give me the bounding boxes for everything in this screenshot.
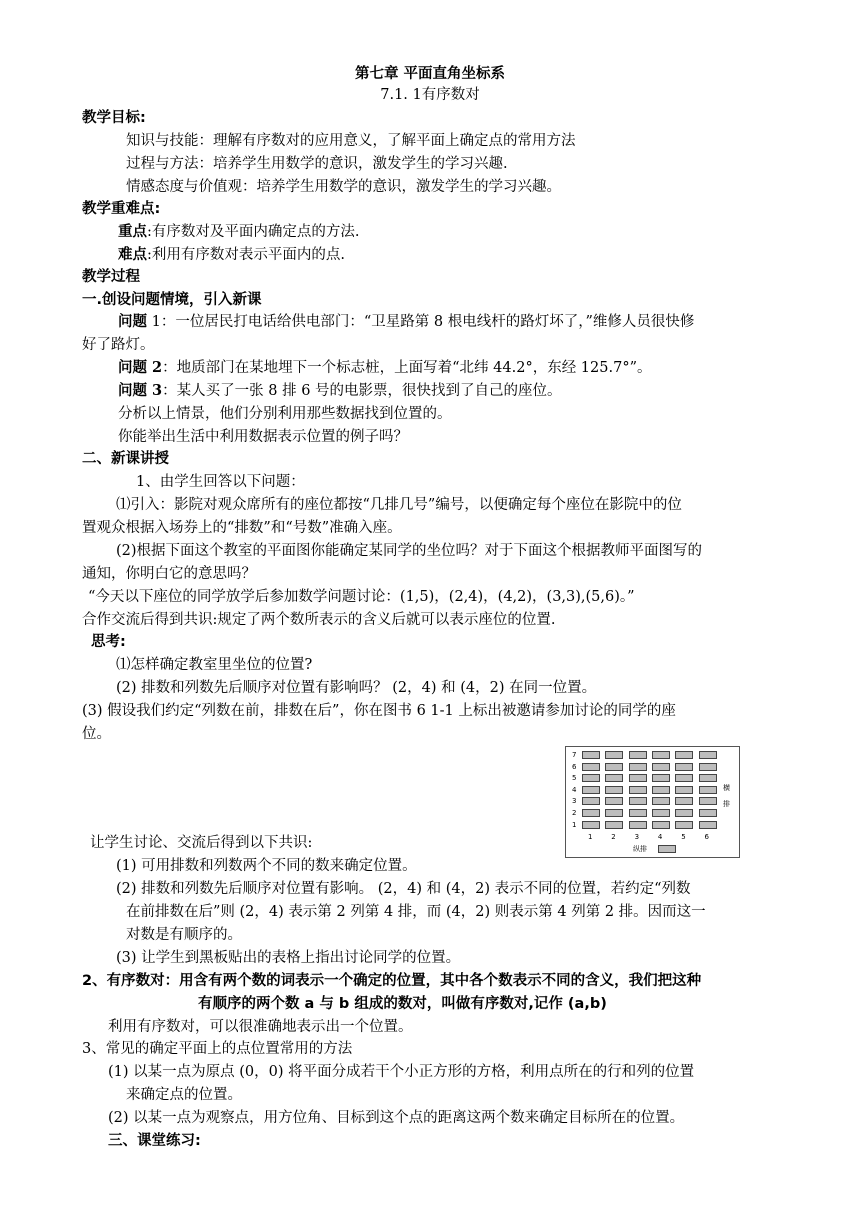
key-point bbox=[118, 222, 360, 242]
column-number: 4 bbox=[657, 833, 663, 841]
objective-item: 知识与技能：理解有序数对的应用意义，了解平面上确定点的常用方法 bbox=[126, 133, 576, 149]
column-number: 2 bbox=[611, 833, 616, 841]
seat bbox=[699, 821, 717, 829]
think-heading: 思考: bbox=[91, 634, 126, 650]
seat bbox=[582, 797, 600, 805]
seat bbox=[582, 763, 600, 771]
paragraph: ⑴引入：影院对观众席所有的座位都按“几排几号”编号，以便确定每个座位在影院中的位 bbox=[116, 497, 682, 513]
conclusion-item: (3) 让学生到黑板贴出的表格上指出讨论同学的位置。 bbox=[116, 950, 461, 966]
seat bbox=[629, 751, 647, 759]
classroom-seating-diagram bbox=[565, 746, 740, 858]
seat bbox=[605, 786, 623, 794]
definition-use: 利用有序数对，可以很准确地表示出一个位置。 bbox=[108, 1019, 413, 1035]
seat bbox=[675, 786, 693, 794]
conclusion-item-cont: 对数是有顺序的。 bbox=[126, 927, 242, 943]
method-item: (1) 以某一点为原点 (0，0) 将平面分成若干个小正方形的方格，利用点所在的行和列的位置 bbox=[108, 1064, 695, 1080]
seat bbox=[629, 809, 647, 817]
seat bbox=[629, 821, 647, 829]
section-title: 7.1. 1有序数对 bbox=[380, 87, 480, 103]
seat bbox=[652, 809, 670, 817]
seat bbox=[652, 774, 670, 782]
methods-heading: 3、常见的确定平面上的点位置常用的方法 bbox=[82, 1041, 353, 1057]
row-number: 1 bbox=[572, 820, 577, 829]
seat bbox=[605, 763, 623, 771]
seat bbox=[699, 774, 717, 782]
seat bbox=[582, 809, 600, 817]
difficult-text: :利用有序数对表示平面内的点. bbox=[147, 247, 345, 263]
think-item: (2) 排数和列数先后顺序对位置有影响吗？ (2，4) 和 (4，2) 在同一位置。 bbox=[116, 680, 597, 696]
seat bbox=[582, 751, 600, 759]
key-label: 重点 bbox=[118, 223, 147, 240]
question-2 bbox=[118, 358, 651, 378]
seat bbox=[699, 797, 717, 805]
seat bbox=[605, 821, 623, 829]
objective-item: 情感态度与价值观：培养学生用数学的意识，激发学生的学习兴趣。 bbox=[126, 179, 561, 195]
examples-text: 你能举出生活中利用数据表示位置的例子吗？ bbox=[118, 429, 408, 445]
chapter-title: 第七章 平面直角坐标系 bbox=[354, 66, 506, 82]
part1-heading: 一.创设问题情境，引入新课 bbox=[82, 292, 262, 308]
question-1-cont: 好了路灯。 bbox=[82, 337, 155, 353]
seat bbox=[699, 809, 717, 817]
paragraph: 通知，你明白它的意思吗？ bbox=[82, 566, 256, 582]
key-points-heading: 教学重难点: bbox=[82, 201, 161, 217]
seat bbox=[652, 786, 670, 794]
seat bbox=[652, 751, 670, 759]
seat bbox=[675, 774, 693, 782]
seat bbox=[675, 751, 693, 759]
q1-label: 问题 bbox=[118, 313, 147, 330]
part2-intro: 1、由学生回答以下问题： bbox=[136, 474, 305, 490]
part3-heading: 三、课堂练习: bbox=[108, 1133, 201, 1149]
row-number: 7 bbox=[572, 751, 577, 759]
key-text: :有序数对及平面内确定点的方法. bbox=[147, 224, 360, 240]
seat bbox=[652, 821, 670, 829]
seat bbox=[605, 774, 623, 782]
question-1 bbox=[118, 312, 694, 332]
seat bbox=[629, 797, 647, 805]
seat bbox=[675, 797, 693, 805]
paragraph: (2)根据下面这个教室的平面图你能确定某同学的坐位吗？对于下面这个根据教师平面图写的 bbox=[116, 543, 703, 559]
seat bbox=[582, 774, 600, 782]
discuss-text: 让学生讨论、交流后得到以下共识: bbox=[90, 835, 313, 851]
column-number: 5 bbox=[681, 833, 686, 841]
seat bbox=[629, 786, 647, 794]
side-label: 排 bbox=[723, 800, 730, 808]
seat bbox=[699, 763, 717, 771]
method-item: (2) 以某一点为观察点，用方位角、目标到这个点的距离这两个数来确定目标所在的位置。 bbox=[108, 1110, 685, 1126]
q3-text: ：某人买了一张 8 排 6 号的电影票，很快找到了自己的座位。 bbox=[162, 383, 562, 399]
definition-text: 2、有序数对：用含有两个数的词表示一个确定的位置，其中各个数表示不同的含义，我们把这种 bbox=[82, 973, 702, 989]
column-number: 3 bbox=[634, 833, 640, 841]
q3-label: 问题 3 bbox=[118, 382, 163, 399]
column-number: 1 bbox=[588, 833, 593, 841]
seat bbox=[582, 786, 600, 794]
legend-seat bbox=[658, 845, 676, 853]
notice-text: “今天以下座位的同学放学后参加数学问题讨论：(1,5)，(2,4)，(4,2)，(3,3),(5,6)。” bbox=[88, 589, 635, 605]
seat bbox=[652, 797, 670, 805]
seat bbox=[582, 821, 600, 829]
conclusion-item-cont: 在前排数在后”则 (2，4) 表示第 2 列第 4 排，而 (4，2) 则表示第 4 列第 2 排。因而这一 bbox=[126, 904, 706, 920]
q2-label: 问题 2 bbox=[118, 359, 163, 376]
think-item: 位。 bbox=[82, 726, 111, 742]
seat bbox=[675, 821, 693, 829]
seat bbox=[605, 751, 623, 759]
objectives-heading: 教学目标: bbox=[82, 110, 146, 126]
q2-text: ：地质部门在某地埋下一个标志桩，上面写着“北纬 44.2°，东经 125.7°”。 bbox=[162, 360, 652, 376]
seat bbox=[605, 809, 623, 817]
side-label: 横 bbox=[723, 784, 730, 792]
question-3 bbox=[118, 381, 562, 401]
seat bbox=[699, 786, 717, 794]
process-heading: 教学过程 bbox=[82, 269, 140, 285]
think-item: (3) 假设我们约定“列数在前，排数在后”，你在图书 6 1-1 上标出被邀请参加讨论的同学的座 bbox=[82, 703, 676, 719]
think-item: ⑴怎样确定教室里坐位的位置? bbox=[116, 657, 313, 673]
paragraph: 置观众根据入场券上的“排数”和“号数”准确入座。 bbox=[82, 520, 402, 536]
seat bbox=[675, 763, 693, 771]
conclusion-item: (1) 可用排数和列数两个不同的数来确定位置。 bbox=[116, 858, 417, 874]
objective-item: 过程与方法：培养学生用数学的意识，激发学生的学习兴趣. bbox=[126, 156, 508, 172]
consensus-text: 合作交流后得到共识:规定了两个数所表示的含义后就可以表示座位的位置. bbox=[82, 612, 556, 628]
difficult-point bbox=[118, 245, 345, 265]
row-number: 4 bbox=[572, 785, 577, 794]
difficult-label: 难点 bbox=[118, 246, 147, 263]
seat bbox=[675, 809, 693, 817]
q1-text: 1：一位居民打电话给供电部门：“卫星路第 8 根电线杆的路灯坏了，”维修人员很快修 bbox=[147, 314, 695, 330]
part2-heading: 二、新课讲授 bbox=[82, 451, 169, 467]
seat bbox=[652, 763, 670, 771]
analysis-text: 分析以上情景，他们分别利用那些数据找到位置的。 bbox=[118, 406, 452, 422]
row-number: 5 bbox=[572, 774, 577, 783]
seat bbox=[629, 774, 647, 782]
definition-text-cont: 有顺序的两个数 a 与 b 组成的数对，叫做有序数对,记作 (a,b) bbox=[198, 996, 607, 1012]
legend-label: 纵排 bbox=[633, 845, 647, 853]
seat bbox=[629, 763, 647, 771]
method-item-cont: 来确定点的位置。 bbox=[126, 1087, 242, 1103]
row-number: 6 bbox=[572, 762, 577, 771]
seat bbox=[699, 751, 717, 759]
seat bbox=[605, 797, 623, 805]
conclusion-item: (2) 排数和列数先后顺序对位置有影响。 (2，4) 和 (4，2) 表示不同的位置，若约定“列数 bbox=[116, 881, 691, 897]
row-number: 3 bbox=[572, 797, 577, 806]
column-number: 6 bbox=[704, 833, 709, 841]
row-number: 2 bbox=[572, 809, 577, 817]
